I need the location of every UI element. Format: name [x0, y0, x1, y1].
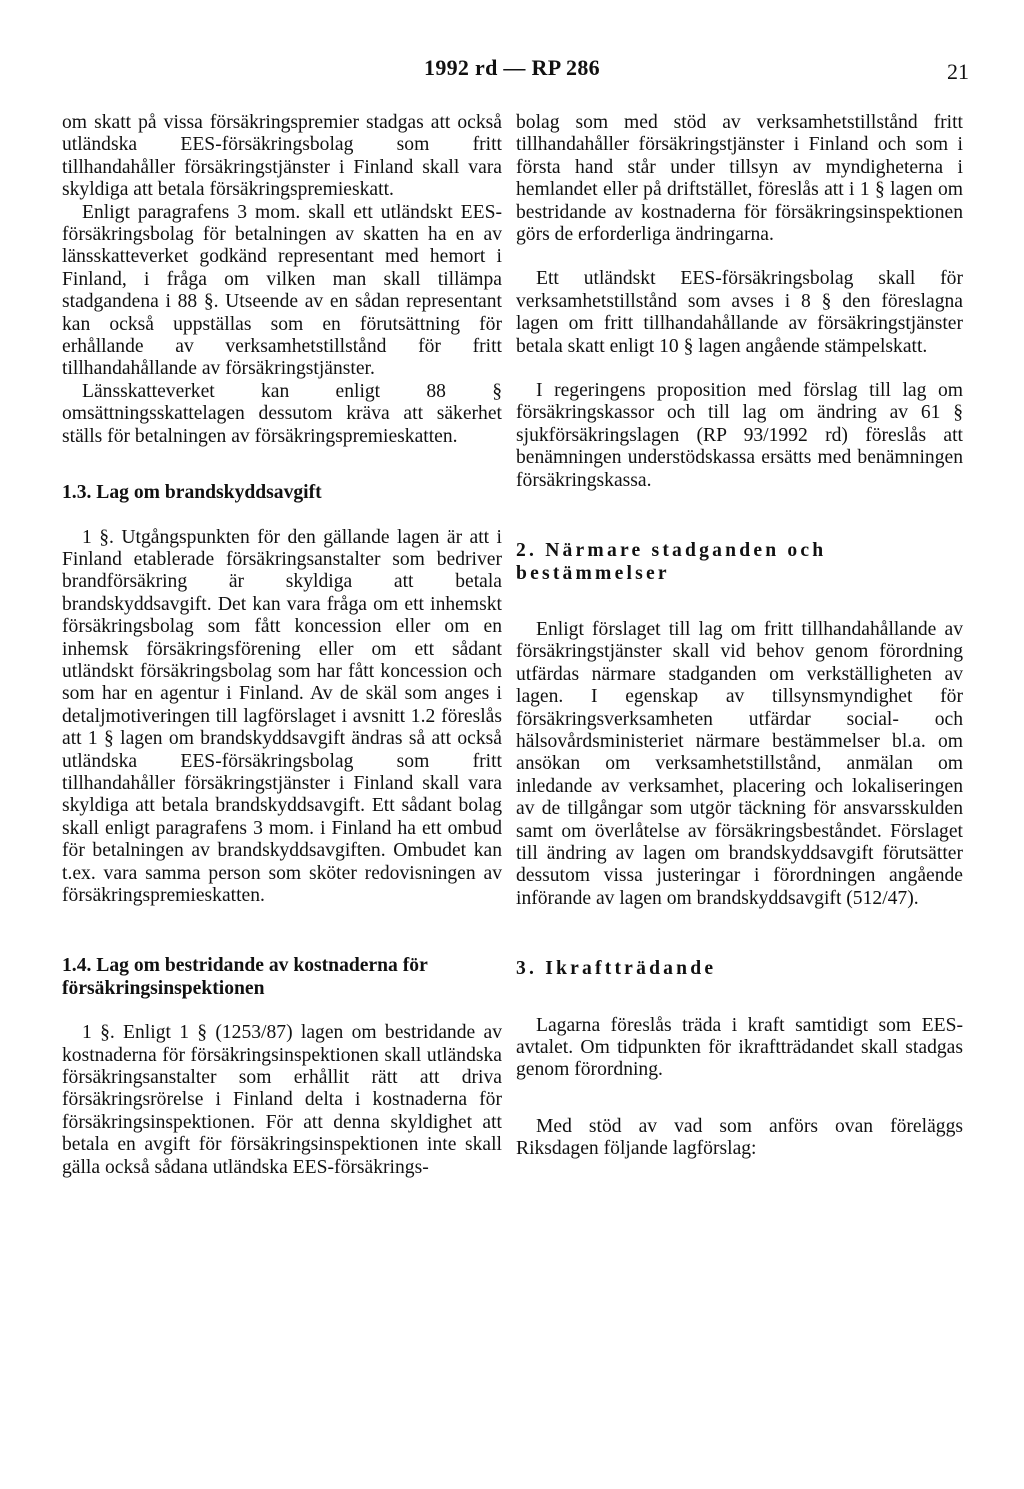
paragraph-insurance-funds: I regeringens proposition med förslag till lag om försäkringskassor och till lag om ändring av 61 § sjukförsäkringslagen (RP 93/1992 rd) föreslås att benämningen understödskassa ersätts med benämningen försäkringskassa.: [516, 380, 963, 491]
right-column: [516, 112, 963, 1161]
paragraph-representative: Enligt paragrafens 3 mom. skall ett utländskt EES-försäkringsbolag för betalningen av skatten ha en av länsskatteverket godkänd representant med hemort i Finland, i fråga om vilken man skall tillämpa stadgandena i 88 §. Utseende av en sådan representant kan också uppställas som en förutsättning för erhållande av verksamhetstillstånd för fritt tillhandahållande av försäkringstjänster.: [62, 201, 502, 380]
page-header: [0, 55, 1024, 89]
paragraph-security: Länsskatteverket kan enligt 88 § omsättningsskattelagen dessutom kräva att säkerhet ställs för betalningen av försäkringspremieskatten.: [62, 380, 502, 447]
paragraph-entry-into-force: Lagarna föreslås träda i kraft samtidigt som EES-avtalet. Om tidpunkten för ikraftträdandet skall stadgas genom förordning.: [516, 1014, 963, 1081]
section-heading-1-3: 1.3. Lag om brandskyddsavgift: [62, 482, 322, 504]
page-number: 21: [947, 59, 969, 84]
running-head: 1992 rd — RP 286: [424, 55, 600, 80]
paragraph-detailed-provisions: Enligt förslaget till lag om fritt tillhandahållande av försäkringstjänster skall vid behov genom förordning utfärdas närmare stadganden om verkställigheten av lagen. I egenskap av tillsynsmyndighet för försäkringsverksamheten utfärdar social- och hälsovårdsministeriet närmare bestämmelser bl.a. om ansökan om verksamhetstillstånd, anmälan om inledande av verksamhet, placering och lokaliseringen av de tillgångar som utgör täckning för ansvarsskulden samt om överlåtelse av försäkringsbeståndet. Förslaget till ändring av lagen om brandskyddsavgift förutsätter dessutom vissa justeringar i förordningen angående införande av lagen om brandskyddsavgift (512/47).: [516, 618, 963, 909]
section-heading-3: 3. Ikraftträdande: [516, 958, 717, 980]
paragraph-closing-statement: Med stöd av vad som anförs ovan föreläggs Riksdagen följande lagförslag:: [516, 1115, 963, 1160]
paragraph-fire-protection-fee: 1 §. Utgångspunkten för den gällande lagen är att i Finland etablerade försäkringsanstalter som bedriver brandförsäkring är skyldiga att betala brandskyddsavgift. Det kan vara fråga om ett inhemskt försäkringsbolag som fått koncession eller om en inhemsk försäkringsförening eller om ett sådant utländskt försäkringsbolag som har fått koncession och som har en agentur i Finland. Av de skäl som anges i detaljmotiveringen till lagförslaget i avsnitt 1.2 föreslås att 1 § lagen om brandskyddsavgift ändras så att också utländska EES-försäkringsbolag som fritt tillhandahåller försäkringstjänster i Finland skall vara skyldiga att betala brandskyddsavgift. Ett sådant bolag skall enligt paragrafens 3 mom. i Finland ha ett ombud för betalningen av brandskyddsavgiften. Ombudet kan t.ex. vara samma person som sköter redovisningen av försäkringspremieskatten.: [62, 526, 502, 906]
paragraph-continuation: bolag som med stöd av verksamhetstillstånd fritt tillhandahåller försäkringstjänster i Finland och som i första hand står under tillsyn av myndigheterna i hemlandet eller på driftstället, föreslås att i 1 § lagen om bestridande av kostnaderna för försäkringsinspektionen görs de erforderliga ändringarna.: [516, 112, 963, 246]
paragraph-premium-tax-intro: om skatt på vissa försäkringspremier stadgas att också utländska EES-försäkringsbolag som fritt tillhandahåller försäkringstjänster i Finland skall vara skyldiga att betala försäkringspremieskatt.: [62, 112, 502, 201]
section-heading-1-4: 1.4. Lag om bestridande av kostnaderna för försäkringsinspektionen: [62, 955, 428, 999]
paragraph-stamp-tax: Ett utländskt EES-försäkringsbolag skall för verksamhetstillstånd som avses i 8 § den föreslagna lagen om fritt tillhandahållande av försäkringstjänster betala skatt enligt 10 § lagen angående stämpelskatt.: [516, 268, 963, 357]
section-heading-2: 2. Närmare stadganden och bestämmelser: [516, 540, 827, 584]
left-column: [62, 112, 502, 1179]
paragraph-inspection-costs: 1 §. Enligt 1 § (1253/87) lagen om bestridande av kostnaderna för försäkringsinspektionen skall utländska försäkringsanstalter som erhållit rätt att driva försäkringsrörelse i Finland delta i kostnaderna för försäkringsinspektionen. För att denna skyldighet att betala en avgift för försäkringsinspektionen inte skall gälla också sådana utländska EES-försäkrings-: [62, 1022, 502, 1178]
